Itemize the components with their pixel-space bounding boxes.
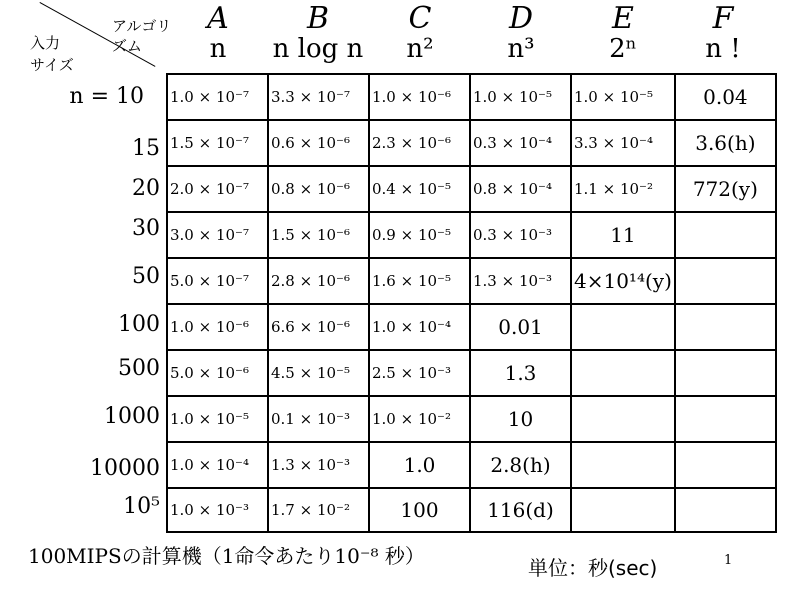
table-cell xyxy=(675,442,776,488)
algorithm-formula: n ! xyxy=(705,34,741,64)
algorithm-letter: B xyxy=(306,1,330,36)
table-cell: 0.04 xyxy=(675,74,776,120)
table-row xyxy=(167,442,776,488)
table-cell xyxy=(675,396,776,442)
table-cell: 1.5 × 10⁻⁶ xyxy=(268,212,369,258)
table-cell: 4×10¹⁴(y) xyxy=(571,258,675,304)
table-cell: 1.5 × 10⁻⁷ xyxy=(167,120,268,166)
table-cell xyxy=(675,258,776,304)
table-cell: 2.8 × 10⁻⁶ xyxy=(268,258,369,304)
row-label: 20 xyxy=(132,176,160,201)
table-cell: 116(d) xyxy=(470,488,571,532)
table-cell: 0.1 × 10⁻³ xyxy=(268,396,369,442)
algorithm-letter: A xyxy=(207,1,229,36)
row-label: 10000 xyxy=(90,456,160,481)
table-cell: 772(y) xyxy=(675,166,776,212)
algorithm-formula: n log n xyxy=(272,34,364,64)
table-cell: 3.0 × 10⁻⁷ xyxy=(167,212,268,258)
row-label: 100 xyxy=(118,312,160,337)
table-cell: 1.3 xyxy=(470,350,571,396)
algorithm-formula: n xyxy=(209,34,227,64)
table-cell: 1.0 × 10⁻⁴ xyxy=(369,304,470,350)
table-cell: 1.0 × 10⁻⁶ xyxy=(369,74,470,120)
table-cell: 0.3 × 10⁻³ xyxy=(470,212,571,258)
table-cell xyxy=(675,212,776,258)
table-cell: 0.6 × 10⁻⁶ xyxy=(268,120,369,166)
row-label: n = 10 xyxy=(69,84,144,109)
table-cell: 1.3 × 10⁻³ xyxy=(268,442,369,488)
algorithm-letter: E xyxy=(612,1,634,36)
table-cell xyxy=(571,442,675,488)
table-cell: 1.0 × 10⁻⁵ xyxy=(571,74,675,120)
table-cell: 1.0 × 10⁻³ xyxy=(167,488,268,532)
corner-input-size-label: 入力 サイズ xyxy=(30,34,74,74)
table-cell: 5.0 × 10⁻⁷ xyxy=(167,258,268,304)
table-cell: 2.5 × 10⁻³ xyxy=(369,350,470,396)
table-cell xyxy=(571,396,675,442)
row-label: 1000 xyxy=(104,404,160,429)
algorithm-header-d xyxy=(471,1,571,66)
page-number: 1 xyxy=(724,553,733,568)
table-cell: 10 xyxy=(470,396,571,442)
table-cell: 1.1 × 10⁻² xyxy=(571,166,675,212)
table-cell: 6.6 × 10⁻⁶ xyxy=(268,304,369,350)
row-label: 15 xyxy=(132,136,160,161)
table-cell: 2.3 × 10⁻⁶ xyxy=(369,120,470,166)
table-cell: 1.0 × 10⁻⁵ xyxy=(470,74,571,120)
algorithm-formula: n³ xyxy=(507,34,535,64)
algorithm-header-f xyxy=(673,1,773,66)
table-cell: 0.9 × 10⁻⁵ xyxy=(369,212,470,258)
table-cell: 1.7 × 10⁻² xyxy=(268,488,369,532)
table-cell: 1.6 × 10⁻⁵ xyxy=(369,258,470,304)
row-label: 10⁵ xyxy=(123,494,160,519)
table-cell: 3.6(h) xyxy=(675,120,776,166)
algorithm-header-a xyxy=(168,1,268,66)
table-row xyxy=(167,396,776,442)
table-row xyxy=(167,258,776,304)
table-cell: 3.3 × 10⁻⁷ xyxy=(268,74,369,120)
table-row xyxy=(167,166,776,212)
table-cell xyxy=(675,304,776,350)
table-cell: 0.3 × 10⁻⁴ xyxy=(470,120,571,166)
table-cell: 2.0 × 10⁻⁷ xyxy=(167,166,268,212)
row-label: 500 xyxy=(118,356,160,381)
algorithm-formula: 2ⁿ xyxy=(609,34,637,64)
algorithm-letter: F xyxy=(712,1,734,36)
table-row xyxy=(167,350,776,396)
table-cell: 0.8 × 10⁻⁴ xyxy=(470,166,571,212)
table-row xyxy=(167,304,776,350)
table-cell: 1.0 × 10⁻⁴ xyxy=(167,442,268,488)
algorithm-header-b xyxy=(268,1,368,66)
table-cell: 100 xyxy=(369,488,470,532)
table-cell: 1.0 xyxy=(369,442,470,488)
table-cell xyxy=(571,350,675,396)
table-cell xyxy=(675,488,776,532)
table-cell xyxy=(675,350,776,396)
table-cell: 1.0 × 10⁻⁶ xyxy=(167,304,268,350)
table-cell: 0.4 × 10⁻⁵ xyxy=(369,166,470,212)
table-cell xyxy=(571,304,675,350)
algorithm-header-c xyxy=(370,1,470,66)
table-cell: 1.0 × 10⁻² xyxy=(369,396,470,442)
table-cell: 2.8(h) xyxy=(470,442,571,488)
row-label: 30 xyxy=(132,216,160,241)
table-cell xyxy=(571,488,675,532)
unit-label: 単位：秒(sec) xyxy=(528,556,658,580)
table-row xyxy=(167,212,776,258)
table-cell: 1.3 × 10⁻³ xyxy=(470,258,571,304)
table-row xyxy=(167,488,776,532)
table-cell: 11 xyxy=(571,212,675,258)
table-cell: 1.0 × 10⁻⁷ xyxy=(167,74,268,120)
table-cell: 0.01 xyxy=(470,304,571,350)
table-cell: 1.0 × 10⁻⁵ xyxy=(167,396,268,442)
table-cell: 3.3 × 10⁻⁴ xyxy=(571,120,675,166)
algorithm-formula: n² xyxy=(406,34,434,64)
algorithm-letter: C xyxy=(408,1,432,36)
table-row xyxy=(167,120,776,166)
table-cell: 4.5 × 10⁻⁵ xyxy=(268,350,369,396)
table-cell: 0.8 × 10⁻⁶ xyxy=(268,166,369,212)
algorithm-header-e xyxy=(573,1,673,66)
corner-algorithm-label: アルゴリ ズム xyxy=(112,17,172,55)
table-cell: 5.0 × 10⁻⁶ xyxy=(167,350,268,396)
footer-note: 100MIPSの計算機（1命令あたり10⁻⁸ 秒） xyxy=(28,544,425,568)
algorithm-letter: D xyxy=(508,1,534,36)
row-label: 50 xyxy=(132,264,160,289)
complexity-table xyxy=(166,73,777,533)
table-row xyxy=(167,74,776,120)
